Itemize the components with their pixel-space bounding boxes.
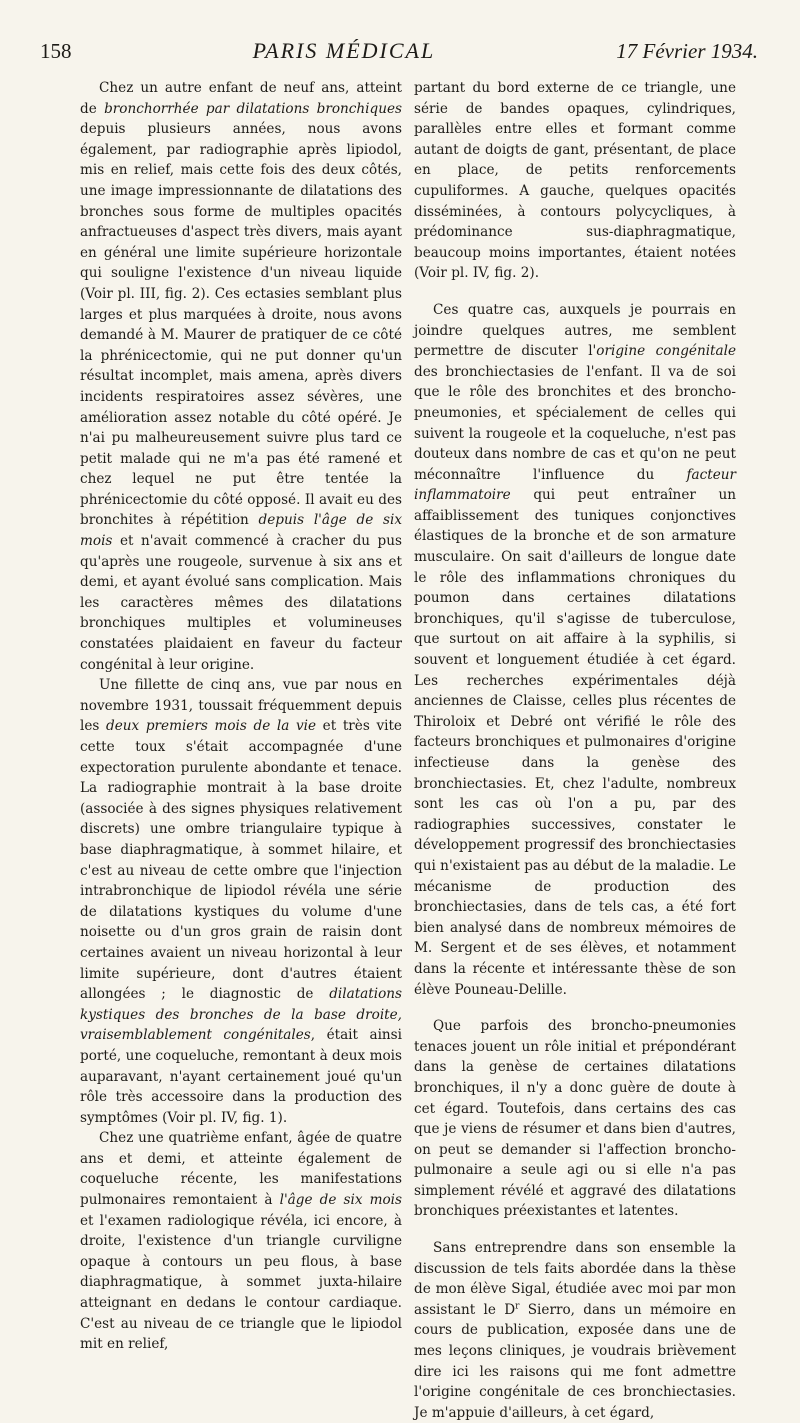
italic-phrase: bronchorrhée par dilatations bronchiques: [104, 100, 402, 117]
italic-phrase: deux premiers mois de la vie: [106, 718, 317, 735]
italic-phrase: facteur inflammatoire: [414, 466, 736, 504]
journal-title: PARIS MÉDICAL: [252, 38, 436, 63]
italic-phrase: dilatations kystiques des bronches de la base droite, vraisemblablement congénitales: [80, 986, 402, 1044]
paragraph: Sans entreprendre dans son ensemble la discussion de tels faits abordée dans la thèse de mon élève Sigal, étudiée avec moi par mon assistant le $D^r$ Sierro, dans un mémoire en cours de publication, exposée dans une de mes leçons cliniques, je voudrais brièvement dire ici les raisons qui me font admettre l'origine congénitale de ces bronchiectasies. Je m'appuie d'ailleurs, à cet égard,: [414, 1240, 736, 1421]
italic-phrase: l'âge de six mois: [279, 1192, 402, 1209]
paragraph: Ces quatre cas, auxquels je pourrais en joindre quelques autres, me semblent permettre de discuter l'origine congénitale des bronchiectasies de l'enfant. Il va de soi que le rôle des bronchites et des broncho-pneumonies, et spécialement de celles qui suivent la rougeole et la coqueluche, n'est pas douteux dans nombre de cas et qu'on ne peut méconnaître l'influence du facteur inflammatoire qui peut entraîner un affaiblissement des tuniques conjonctives élastiques de la bronche et de son armature musculaire. On sait d'ailleurs de longue date le rôle des inflammations chroniques du poumon dans certaines dilatations bronchiques, qu'il s'agisse de tuberculose, que surtout on ait affaire à la syphilis, si souvent et longuement étudiée à cet égard. Les recherches expérimentales déjà anciennes de Claisse, celles plus récentes de Thiroloix et Debré ont vérifié le rôle des facteurs bronchiques et pulmonaires d'origine infectieuse dans la genèse des bronchiectasies. Et, chez l'adulte, nombreux sont les cas où l'on a pu, par des radiographies successives, constater le développement progressif des bronchiectasies qui n'existaient pas au début de la maladie. Le mécanisme de production des bronchiectasies, dans de tels cas, a été fort bien analysé dans de nombreux mémoires de M. Sergent et de ses élèves, et notamment dans la récente et intéressante thèse de son élève Pouneau-Delille.: [414, 301, 737, 998]
paragraph: Une fillette de cinq ans, vue par nous en novembre 1931, toussait fréquemment depuis les deux premiers mois de la vie et très vite cette toux s'était accompagnée d'une expectoration purulente abondante et tenace. La radiographie montrait à la base droite (associée à des signes physiques relativement discrets) une ombre triangulaire typique à base diaphragmatique, à sommet hilaire, et c'est au niveau de cette ombre que l'injection intrabronchique de lipiodol révéla une série de dilatations kystiques du volume d'une noisette ou d'un gros grain de raisin dont certaines avaient un niveau horizontal à leur limite supérieure, dont d'autres étaient allongées ; le diagnostic de dilatations kystiques des bronches de la base droite, vraisemblablement congénitales, était ainsi porté, une coqueluche, remontant à deux mois auparavant, n'ayant certainement joué qu'un rôle très accessoire dans la production des symptômes (Voir pl. IV, fig. 1).: [80, 677, 402, 1126]
paragraph: Chez un autre enfant de neuf ans, atteint de bronchorrhée par dilatations bronchiques depuis plusieurs années, nous avons également, par radiographie après lipiodol, mis en relief, mais cette fois des deux côtés, une image impressionnante de dilatations des bronches sous forme de multiples opacités anfractueuses d'aspect très divers, mais ayant en général une limite supérieure horizontale qui souligne l'existence d'un niveau liquide (Voir pl. III, fig. 2). Ces ectasies semblant plus larges et plus marquées à droite, nous avons demandé à M. Maurer de pratiquer de ce côté la phrénicectomie, qui ne put donner qu'un résultat incomplet, mais amena, après divers incidents respiratoires assez sévères, une amélioration assez notable du côté opéré. Je n'ai pu malheureusement suivre plus tard ce petit malade qui ne m'a pas été ramené et chez lequel ne put être tentée la phrénicectomie du côté opposé. Il avait eu des bronchites à répétition depuis l'âge de six mois et n'avait commencé à cracher du pus qu'après une rougeole, survenue à six ans et demi, et ayant évolué sans complication. Mais les caractères mêmes des dilatations bronchiques multiples et volumineuses constatées plaidaient en faveur du facteur congénital à leur origine.: [80, 80, 402, 673]
issue-date: 17 Février 1934.: [616, 39, 758, 63]
right-column: [414, 78, 736, 1423]
page-number: 158: [40, 39, 72, 63]
paragraph: Que parfois des broncho-pneumonies tenaces jouent un rôle initial et prépondérant dans la genèse de certaines dilatations bronchiques, il n'y a donc guère de doute à cet égard. Toutefois, dans certains des cas que je viens de résumer et dans bien d'autres, on peut se demander si l'affection broncho-pulmonaire a seule agi ou si elle n'a pas simplement révélé et aggravé des dilatations bronchiques préexistantes et latentes.: [414, 1018, 736, 1220]
paragraph: Chez une quatrième enfant, âgée de quatre ans et demi, et atteinte également de coqueluche récente, les manifestations pulmonaires remontaient à l'âge de six mois et l'examen radiologique révéla, ici encore, à droite, l'existence d'un triangle curviligne opaque à contours un peu flous, à base diaphragmatique, à sommet juxta-hilaire atteignant en dedans le contour cardiaque. C'est au niveau de ce triangle que le lipiodol mit en relief,: [80, 1130, 402, 1353]
italic-phrase: depuis l'âge de six mois: [80, 512, 402, 550]
paragraph: partant du bord externe de ce triangle, une série de bandes opaques, cylindriques, parallèles entre elles et formant comme autant de doigts de gant, présentant, de place en place, de petits renforcements cupuliformes. A gauche, quelques opacités disséminées, à contours polycycliques, à prédominance sus-diaphragmatique, beaucoup moins importantes, étaient notées (Voir pl. IV, fig. 2).: [414, 80, 736, 282]
superscript: r: [515, 1301, 520, 1312]
running-header: [40, 38, 758, 72]
italic-phrase: origine congénitale: [596, 343, 737, 360]
left-column: [80, 78, 402, 1355]
